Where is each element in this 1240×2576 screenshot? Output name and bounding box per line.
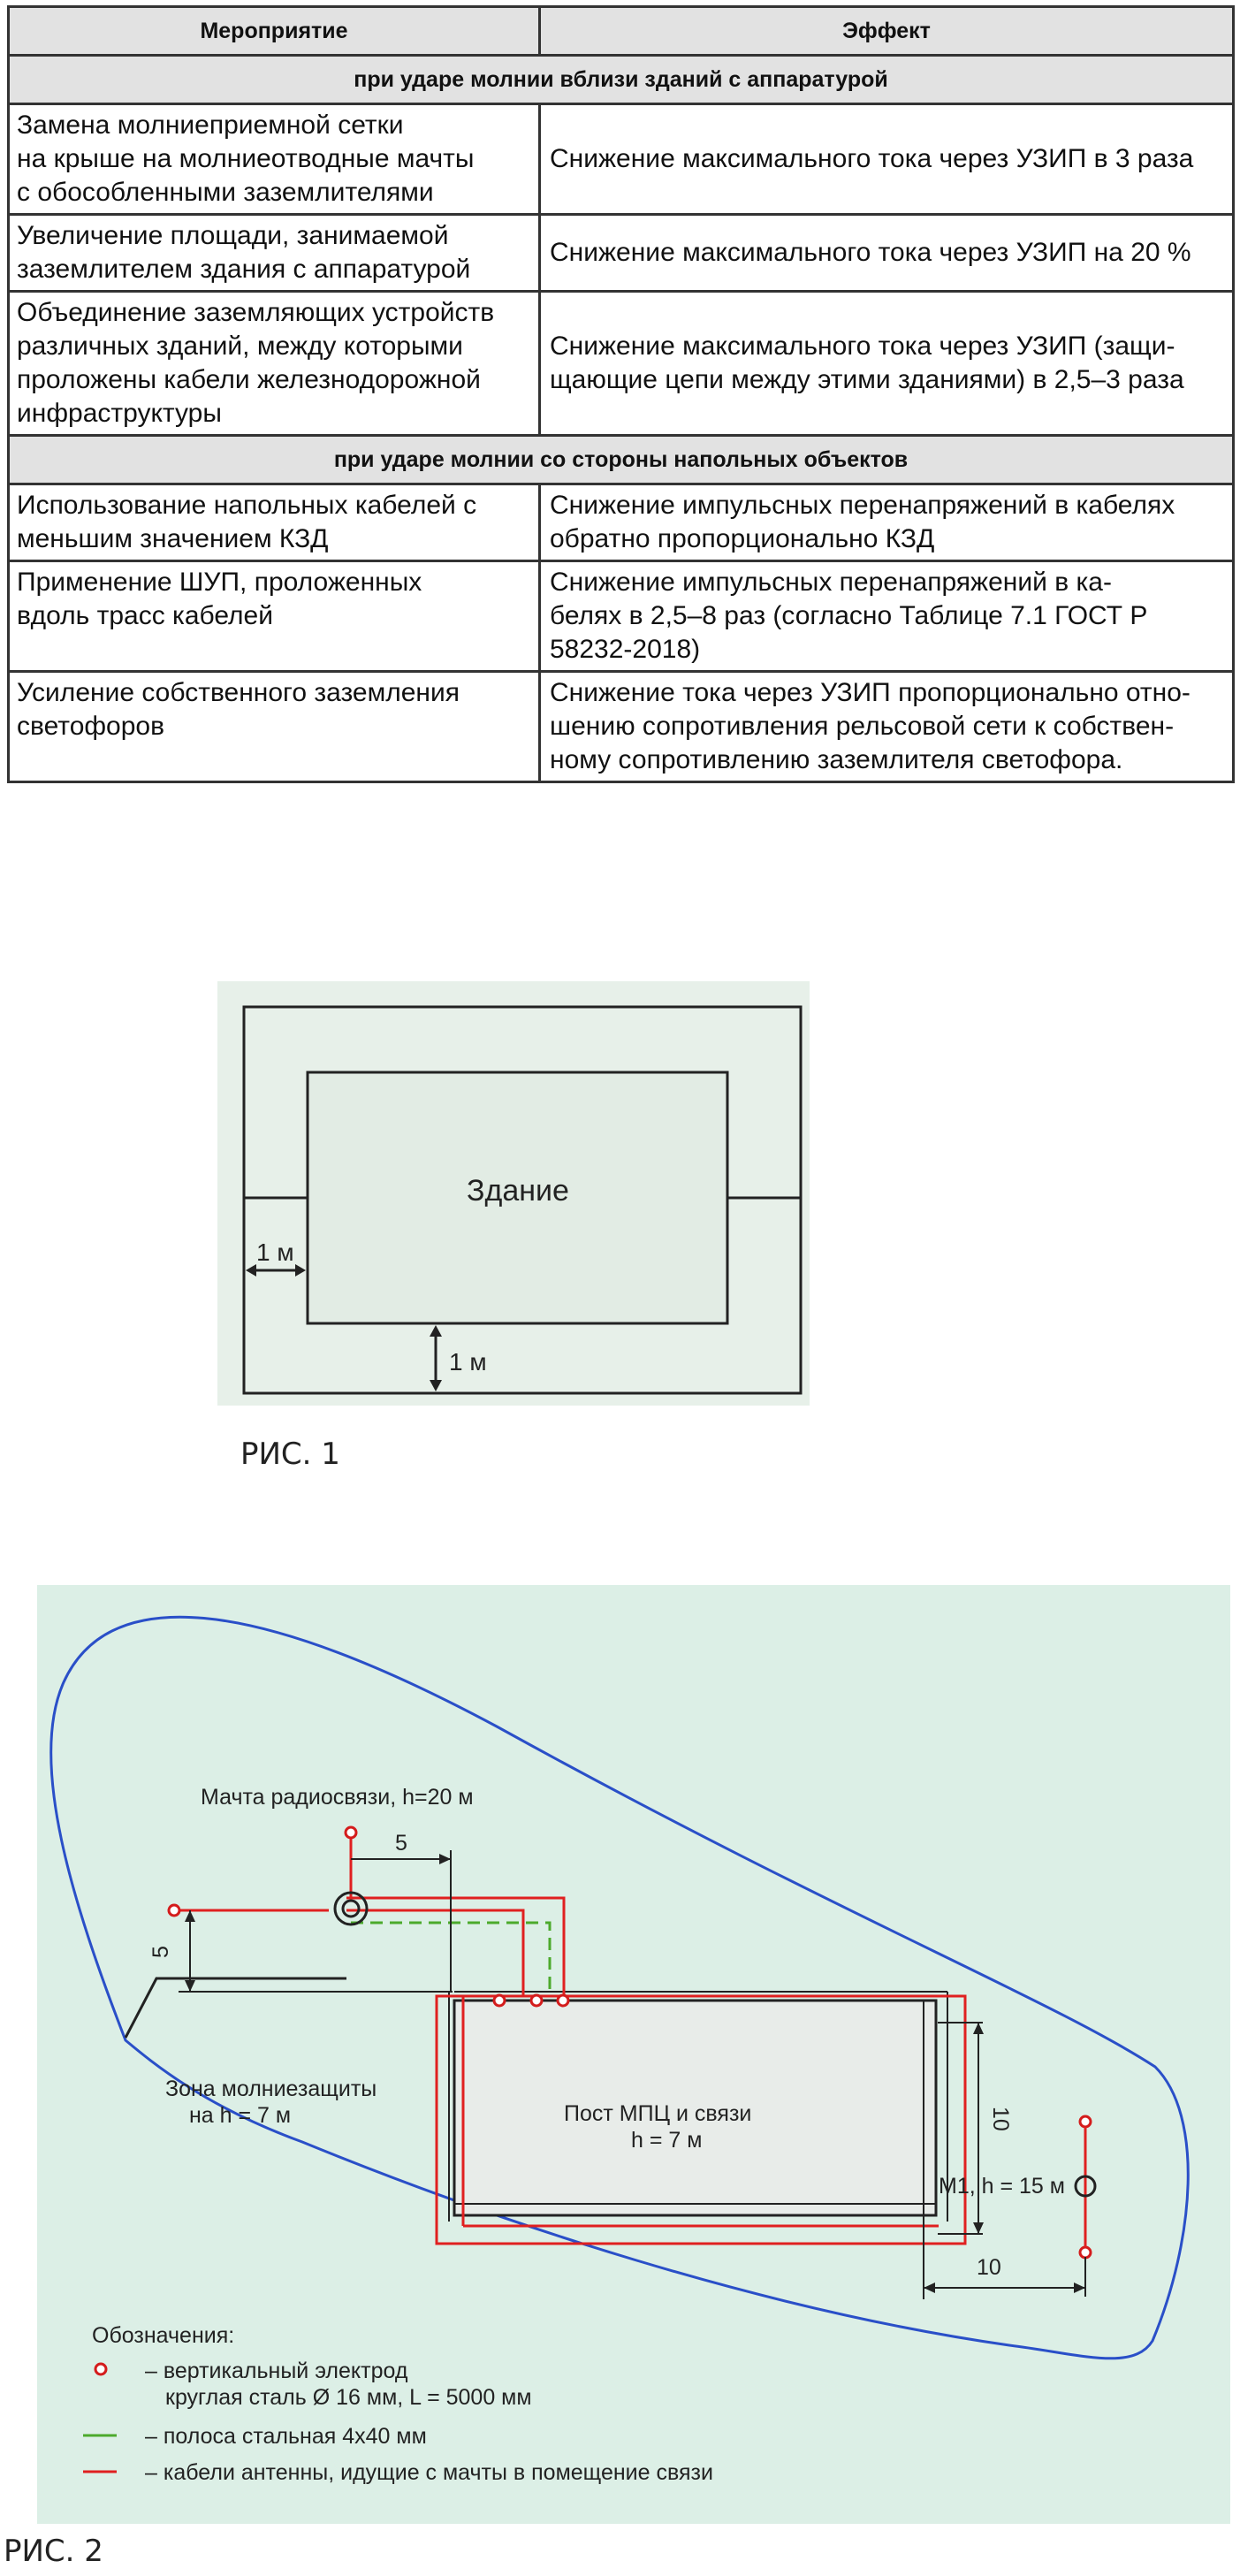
effect-text-line: Снижение тока через УЗИП пропорционально отно- — [550, 678, 1191, 707]
measure-text-line: заземлителем здания с аппаратурой — [17, 255, 471, 284]
table-row — [9, 672, 1234, 782]
measure-cell — [9, 561, 540, 672]
dim-bottom-arrow — [430, 1325, 442, 1391]
dim-left-label: 1 м — [256, 1238, 294, 1266]
measures-table — [7, 5, 1235, 783]
effect-cell — [540, 672, 1234, 782]
effect-text-line: 58232-2018) — [550, 635, 701, 664]
legend-item-1-line-2: круглая сталь Ø 16 мм, L = 5000 мм — [165, 2385, 532, 2410]
measure-text-line: Замена молниеприемной сетки — [17, 111, 404, 140]
effect-text-line: Снижение максимального тока через УЗИП (защи- — [550, 332, 1175, 361]
dim-10-vertical-label: 10 — [988, 2107, 1013, 2131]
effect-cell — [540, 484, 1234, 561]
measure-text-line: Использование напольных кабелей с — [17, 491, 477, 520]
measure-text-line: различных зданий, между которыми — [17, 332, 463, 361]
effect-text-line: белях в 2,5–8 раз (согласно Таблице 7.1 ГОСТ Р — [550, 601, 1148, 630]
figure-1-panel — [217, 981, 810, 1406]
effect-cell — [540, 215, 1234, 292]
antenna-cable-2 — [346, 1898, 564, 1996]
building-label-line-1: Пост МПЦ и связи — [564, 2101, 752, 2126]
section-title: при ударе молнии вблизи зданий с аппаратурой — [9, 56, 1234, 104]
section-title: при ударе молнии со стороны напольных объектов — [9, 436, 1234, 484]
section-row — [9, 56, 1234, 104]
measure-text-line: Применение ШУП, проложенных — [17, 568, 422, 597]
effect-text-line: обратно пропорционально КЗД — [550, 524, 935, 553]
figure-1-drawing — [217, 981, 810, 1406]
figure-2-drawing — [37, 1585, 1230, 2524]
measure-text-line: проложены кабели железнодорожной — [17, 365, 481, 394]
measure-text-line: вдоль трасс кабелей — [17, 601, 273, 630]
effect-text-line: щающие цепи между этими зданиями) в 2,5–3 раза — [550, 365, 1184, 394]
effect-text-line: ному сопротивлению заземлителя светофора. — [550, 745, 1123, 774]
measure-text-line: Объединение заземляющих устройств — [17, 298, 495, 327]
table-row — [9, 561, 1234, 672]
figure-1-caption: РИС. 1 — [240, 1437, 340, 1472]
measure-text-line: светофоров — [17, 712, 165, 741]
measure-cell — [9, 484, 540, 561]
section-row — [9, 436, 1234, 484]
legend-item-2: – полоса стальная 4х40 мм — [145, 2424, 427, 2449]
effect-text-line: Снижение импульсных перенапряжений в ка- — [550, 568, 1112, 597]
dim-5-vertical-label: 5 — [148, 1946, 173, 1958]
table-row — [9, 484, 1234, 561]
dim-left-arrow — [246, 1264, 306, 1277]
effect-cell — [540, 104, 1234, 215]
m1-label: М1, h = 15 м — [939, 2174, 1065, 2199]
effect-cell — [540, 292, 1234, 436]
measure-cell — [9, 672, 540, 782]
legend-title: Обозначения: — [92, 2323, 235, 2348]
table-row — [9, 292, 1234, 436]
measure-text-line: с обособленными заземлителями — [17, 178, 434, 207]
zone-leader-line — [126, 1978, 346, 2038]
building-label-line-2: h = 7 м — [631, 2128, 703, 2153]
measure-text-line: меньшим значением КЗД — [17, 524, 329, 553]
header-effect: Эффект — [540, 7, 1234, 56]
effect-text-line: Снижение максимального тока через УЗИП на 20 % — [550, 238, 1191, 267]
measure-text-line: Усиление собственного заземления — [17, 678, 460, 707]
dim-5-horizontal-label: 5 — [395, 1831, 407, 1856]
table-row — [9, 104, 1234, 215]
zone-label-line-2: на h = 7 м — [189, 2103, 292, 2128]
measure-text-line: инфраструктуры — [17, 399, 222, 428]
effect-text-line: Снижение импульсных перенапряжений в кабелях — [550, 491, 1175, 520]
measure-cell — [9, 104, 540, 215]
dim-bottom-label: 1 м — [449, 1348, 487, 1376]
legend-item-1-line-1: – вертикальный электрод — [145, 2359, 408, 2383]
figure-2-panel — [37, 1585, 1230, 2524]
table-row — [9, 215, 1234, 292]
dim-10-horizontal-label: 10 — [977, 2255, 1001, 2280]
measure-text-line: на крыше на молниеотводные мачты — [17, 144, 475, 173]
effect-cell — [540, 561, 1234, 672]
measure-text-line: Увеличение площади, занимаемой — [17, 221, 449, 250]
mast-label: Мачта радиосвязи, h=20 м — [201, 1785, 474, 1810]
zone-label-line-1: Зона молниезащиты — [165, 2077, 377, 2101]
table-header-row — [9, 7, 1234, 56]
lightning-zone-contour — [51, 1617, 1189, 2359]
measure-cell — [9, 215, 540, 292]
header-measure: Мероприятие — [9, 7, 540, 56]
effect-text-line: Снижение максимального тока через УЗИП в 3 раза — [550, 144, 1194, 173]
figure-2-caption: РИС. 2 — [4, 2534, 103, 2569]
effect-text-line: шению сопротивления рельсовой сети к собствен- — [550, 712, 1175, 741]
building-label: Здание — [467, 1174, 569, 1208]
legend-electrode-icon — [95, 2364, 106, 2374]
measure-cell — [9, 292, 540, 436]
legend-item-3: – кабели антенны, идущие с мачты в помещение связи — [145, 2460, 713, 2485]
